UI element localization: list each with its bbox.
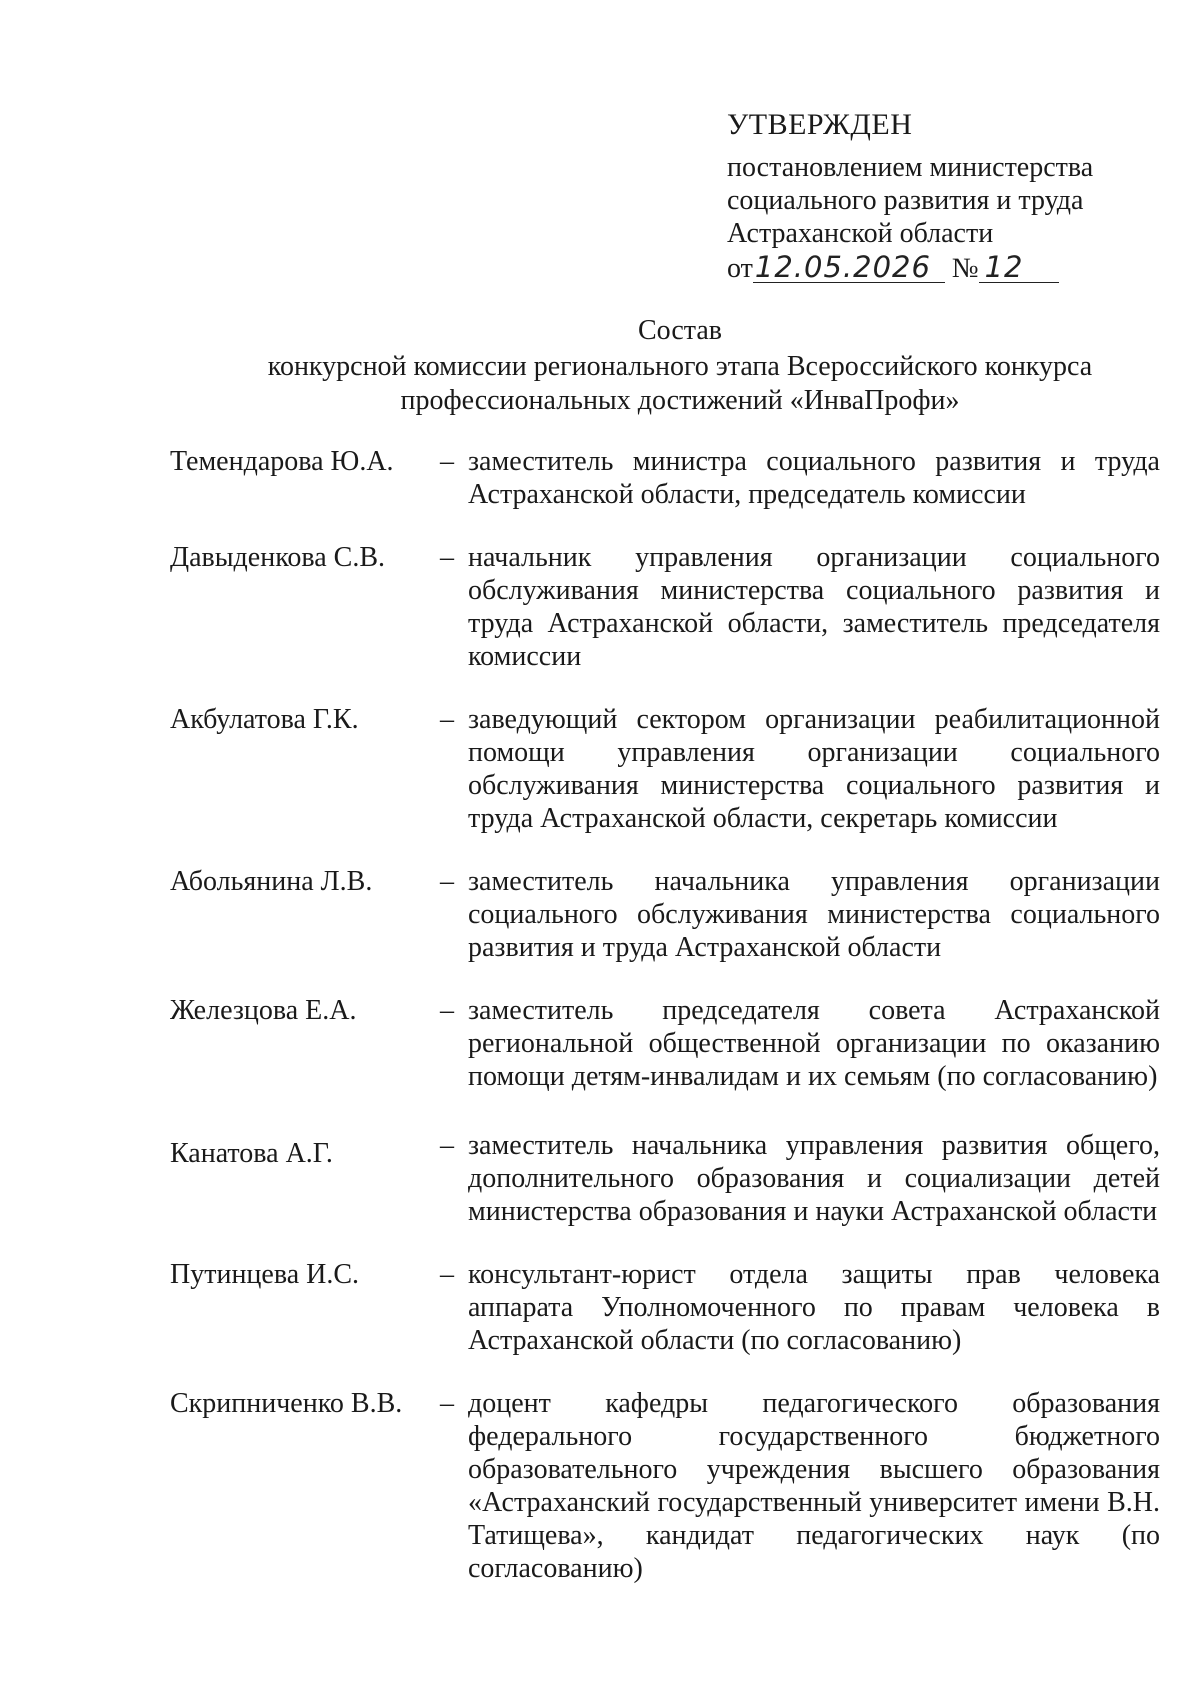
member-description: заведующий сектором организации реабилитационной помощи управления организации социального обслуживания министерства социального развития и труда Астраханской области, секретарь комиссии [468,704,1160,834]
member-row [170,1387,1160,1585]
document-title [180,314,1180,418]
member-row [170,865,1160,964]
title-heading: Состав [637,315,723,346]
approval-stamp [727,108,1093,285]
approval-line: Астраханской области [727,218,994,249]
member-description: заместитель министра социального развития и труда Астраханской области, председатель комиссии [468,446,1160,510]
member-description: заместитель председателя совета Астраханской региональной общественной организации по оказанию помощи детям-инвалидам и их семьям (по согласованию) [468,995,1160,1092]
dash: – [440,542,454,573]
handwritten-date: 12.05.2026 [753,252,945,283]
member-name: Темендарова Ю.А. [170,446,394,477]
member-name: Давыденкова С.В. [170,542,386,573]
member-row [170,541,1160,673]
approval-heading: УТВЕРЖДЕН [727,108,913,141]
member-row [170,1258,1160,1357]
title-subtitle: конкурсной комиссии регионального этапа Всероссийского конкурса профессиональных достижений «ИнваПрофи» [267,351,1093,416]
dash: – [440,1259,454,1290]
member-description: заместитель начальника управления развития общего, дополнительного образования и социализации детей министерства образования и науки Астраханской области [468,1130,1160,1227]
member-name: Путинцева И.С. [170,1259,360,1290]
member-name: Скрипниченко В.В. [170,1388,403,1419]
dash: – [440,704,454,735]
approval-date-line [727,252,1093,285]
member-description: доцент кафедры педагогического образования федерального государственного бюджетного образовательного учреждения высшего образования «Астраханский государственный университет имени В.Н. Татищева», кандидат педагогических наук (по согласованию) [468,1388,1160,1584]
dash: – [440,866,454,897]
member-row [170,1129,1160,1228]
number-prefix: № [951,253,979,284]
member-name: Абольянина Л.В. [170,866,373,897]
date-prefix: от [727,253,753,284]
approval-line: социального развития и труда [727,185,1084,216]
dash: – [440,995,454,1026]
member-row [170,703,1160,835]
approval-line: постановлением министерства [727,152,1094,183]
members-list [170,445,1160,1585]
member-description: консультант-юрист отдела защиты прав человека аппарата Уполномоченного по правам человека в Астраханской области (по согласованию) [468,1259,1160,1356]
member-description: начальник управления организации социального обслуживания министерства социального развития и труда Астраханской области, заместитель председателя комиссии [468,542,1160,672]
member-row [170,445,1160,511]
member-description: заместитель начальника управления организации социального обслуживания министерства социального развития и труда Астраханской области [468,866,1160,963]
member-name: Канатова А.Г. [170,1138,333,1169]
dash: – [440,1130,454,1161]
handwritten-number: 12 [979,252,1059,283]
member-row [170,994,1160,1093]
member-name: Железцова Е.А. [170,995,357,1026]
member-name: Акбулатова Г.К. [170,704,359,735]
dash: – [440,1388,454,1419]
dash: – [440,446,454,477]
